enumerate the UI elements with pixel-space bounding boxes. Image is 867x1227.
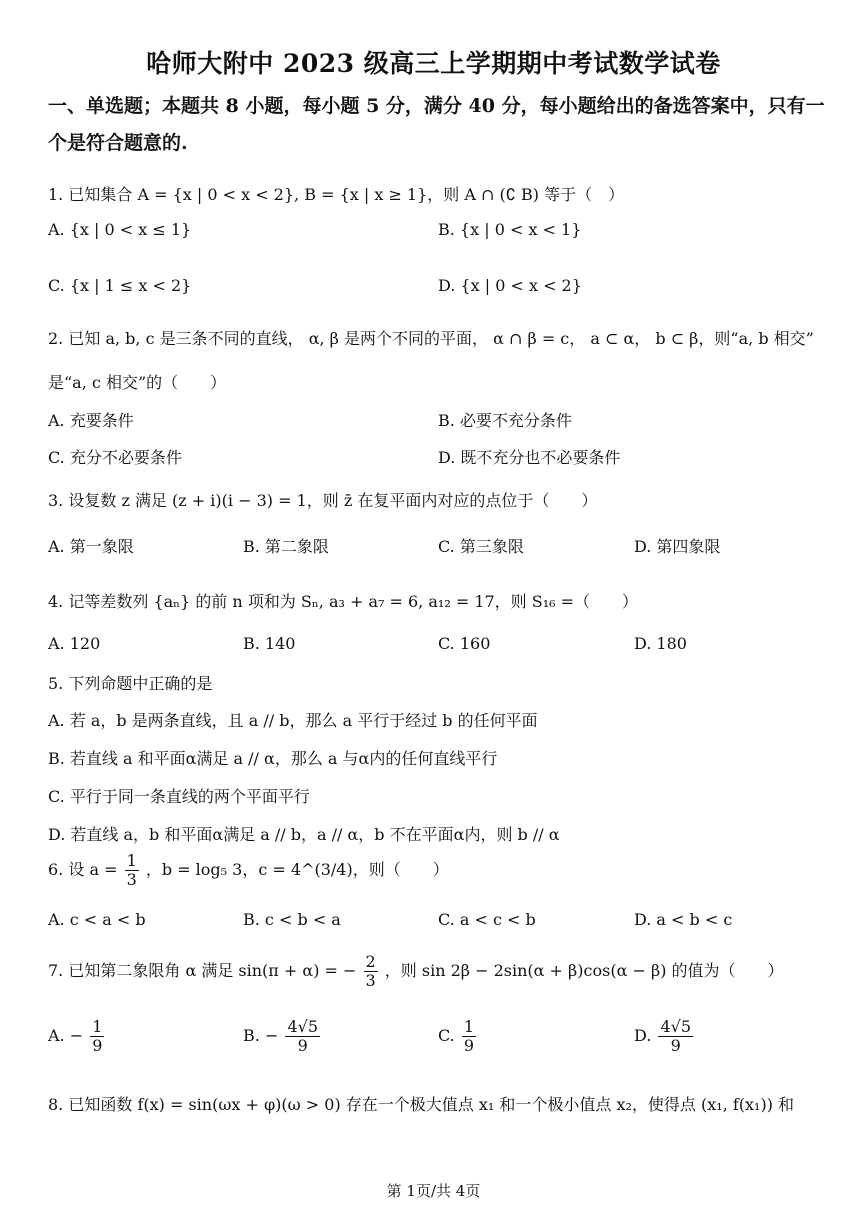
question-7-stem-prefix: 7. 已知第二象限角 α 满足 sin(π + α) = − [48, 961, 357, 980]
question-6-fraction [125, 852, 139, 889]
option-fraction [658, 1018, 693, 1055]
question-6-stem-prefix: 6. 设 a = [48, 860, 118, 879]
question-3-option-c: C. 第三象限 [438, 537, 524, 556]
question-4-option-c: C. 160 [438, 634, 491, 653]
question-7-fraction-numerator: 2 [365, 952, 376, 971]
question-8-stem: 8. 已知函数 f(x) = sin(ωx + φ)(ω > 0) 存在一个极大值点 x₁ 和一个极小值点 x₂，使得点 (x₁, f(x₁)) 和 [48, 1095, 795, 1114]
option-fraction [90, 1018, 104, 1055]
question-6-option-b: B. c < b < a [243, 910, 341, 929]
section-heading: 一、单选题；本题共 8 小题，每小题 5 分，满分 40 分，每小题给出的备选答案中，只有一个是符合题意的. [48, 95, 825, 154]
option-fraction [285, 1018, 320, 1055]
question-7-fraction [364, 953, 378, 990]
question-2-option-a: A. 充要条件 [48, 411, 134, 430]
question-5-option-c: C. 平行于同一条直线的两个平面平行 [48, 787, 310, 806]
question-6-fraction-numerator: 1 [126, 851, 137, 870]
question-6-option-a: A. c < a < b [48, 910, 146, 929]
exam-title: 哈师大附中 2023 级高三上学期期中考试数学试卷 [146, 49, 721, 78]
question-7-stem-suffix: ，则 sin 2β − 2sin(α + β)cos(α − β) 的值为（ ） [384, 961, 784, 980]
question-2-option-b: B. 必要不充分条件 [438, 411, 572, 430]
option-label: C. [438, 1026, 455, 1045]
option-label: A. [48, 1026, 65, 1045]
question-7-stem [48, 953, 784, 990]
question-4-stem: 4. 记等差数列 {aₙ} 的前 n 项和为 Sₙ, a₃ + a₇ = 6, a₁₂ = 17，则 S₁₆ =（ ） [48, 592, 639, 611]
question-7-option-b [243, 1018, 322, 1055]
question-3-option-d: D. 第四象限 [634, 537, 721, 556]
question-1-option-c: C. {x | 1 ≤ x < 2} [48, 276, 192, 295]
question-6-stem [48, 852, 449, 889]
page-footer: 第 1页/共 4页 [386, 1182, 481, 1200]
question-4-option-a: A. 120 [48, 634, 101, 653]
question-7-option-c [438, 1018, 478, 1055]
question-1-option-d: D. {x | 0 < x < 2} [438, 276, 582, 295]
question-6-fraction-denominator: 3 [126, 870, 137, 889]
question-2-option-c: C. 充分不必要条件 [48, 448, 182, 467]
option-fraction [462, 1018, 476, 1055]
question-4-option-b: B. 140 [243, 634, 296, 653]
question-1-option-b: B. {x | 0 < x < 1} [438, 220, 582, 239]
fraction-numerator: 1 [463, 1017, 475, 1036]
question-7-fraction-denominator: 3 [365, 971, 376, 990]
question-1-stem: 1. 已知集合 A = {x | 0 < x < 2}, B = {x | x ≥ 1}，则 A ∩ (∁ B) 等于（ ） [48, 185, 625, 204]
option-label: D. [634, 1026, 652, 1045]
fraction-denominator: 9 [297, 1036, 308, 1055]
minus-sign: − [264, 1026, 279, 1045]
option-label: B. [243, 1026, 260, 1045]
fraction-denominator: 9 [92, 1036, 103, 1055]
question-3-option-a: A. 第一象限 [48, 537, 134, 556]
question-2-option-d: D. 既不充分也不必要条件 [438, 448, 621, 467]
fraction-numerator: 1 [92, 1017, 103, 1036]
question-6-option-c: C. a < c < b [438, 910, 536, 929]
question-5-stem: 5. 下列命题中正确的是 [48, 674, 213, 693]
minus-sign: − [69, 1026, 84, 1045]
question-7-option-a [48, 1018, 106, 1055]
fraction-numerator: 4√5 [660, 1017, 691, 1036]
question-5-option-d: D. 若直线 a，b 和平面α满足 a // b，a // α，b 不在平面α内，则 b // α [48, 825, 560, 844]
question-3-stem: 3. 设复数 z 满足 (z + i)(i − 3) = 1，则 z̄ 在复平面内对应的点位于（ ） [48, 491, 598, 510]
question-2-stem-line2: 是“a, c 相交”的（ ） [48, 373, 227, 392]
question-1-option-a: A. {x | 0 < x ≤ 1} [48, 220, 192, 239]
fraction-numerator: 4√5 [287, 1017, 318, 1036]
fraction-denominator: 9 [670, 1036, 681, 1055]
question-7-option-d [634, 1018, 695, 1055]
question-4-option-d: D. 180 [634, 634, 687, 653]
question-5-option-b: B. 若直线 a 和平面α满足 a // α，那么 a 与α内的任何直线平行 [48, 749, 498, 768]
question-6-stem-rest: ，b = log₅ 3，c = 4^(3/4)，则（ ） [145, 860, 449, 879]
fraction-denominator: 9 [463, 1036, 475, 1055]
question-5-option-a: A. 若 a，b 是两条直线，且 a // b，那么 a 平行于经过 b 的任何平面 [48, 711, 538, 730]
question-3-option-b: B. 第二象限 [243, 537, 329, 556]
question-6-option-d: D. a < b < c [634, 910, 733, 929]
question-2-stem-line1: 2. 已知 a, b, c 是三条不同的直线， α, β 是两个不同的平面， α ∩ β = c， a ⊂ α， b ⊂ β，则“a, b 相交” [48, 329, 814, 348]
